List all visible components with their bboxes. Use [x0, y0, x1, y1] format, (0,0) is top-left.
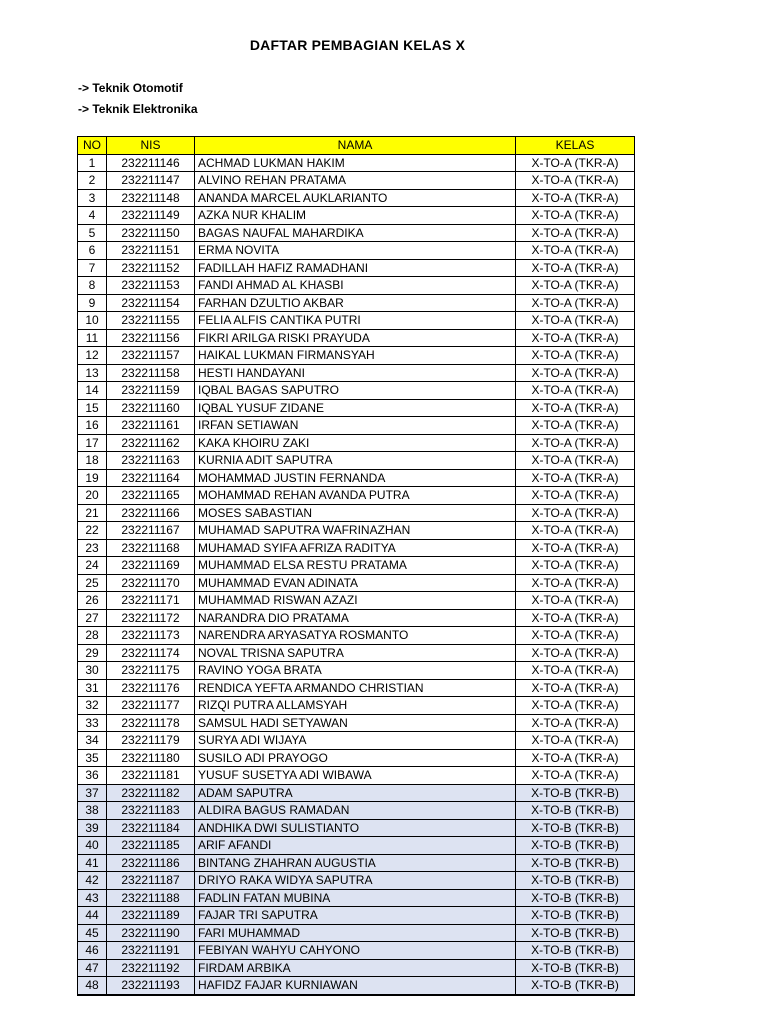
- cell-nis: 232211173: [107, 627, 195, 645]
- table-row: [78, 189, 635, 207]
- cell-nis: 232211150: [107, 224, 195, 242]
- cell-kelas: X-TO-A (TKR-A): [516, 732, 635, 750]
- cell-no: 45: [78, 924, 107, 942]
- cell-no: 15: [78, 399, 107, 417]
- table-body: [78, 154, 635, 995]
- cell-nama: MUHAMMAD EVAN ADINATA: [195, 574, 516, 592]
- table-row: [78, 872, 635, 890]
- cell-no: 12: [78, 347, 107, 365]
- table-row: [78, 837, 635, 855]
- cell-nis: 232211165: [107, 487, 195, 505]
- cell-nis: 232211166: [107, 504, 195, 522]
- table-row: [78, 504, 635, 522]
- cell-kelas: X-TO-B (TKR-B): [516, 924, 635, 942]
- table-row: [78, 294, 635, 312]
- cell-nama: ERMA NOVITA: [195, 242, 516, 260]
- cell-nis: 232211186: [107, 854, 195, 872]
- table-row: [78, 767, 635, 785]
- cell-no: 35: [78, 749, 107, 767]
- table-row: [78, 592, 635, 610]
- cell-nama: RENDICA YEFTA ARMANDO CHRISTIAN: [195, 679, 516, 697]
- table-row: [78, 469, 635, 487]
- table-row: [78, 434, 635, 452]
- cell-nama: HAIKAL LUKMAN FIRMANSYAH: [195, 347, 516, 365]
- table-row: [78, 819, 635, 837]
- cell-no: 24: [78, 557, 107, 575]
- cell-nama: SURYA ADI WIJAYA: [195, 732, 516, 750]
- cell-kelas: X-TO-A (TKR-A): [516, 592, 635, 610]
- cell-no: 14: [78, 382, 107, 400]
- cell-kelas: X-TO-B (TKR-B): [516, 819, 635, 837]
- cell-nama: MUHAMMAD RISWAN AZAZI: [195, 592, 516, 610]
- table-row: [78, 487, 635, 505]
- cell-no: 11: [78, 329, 107, 347]
- table-row: [78, 347, 635, 365]
- cell-nis: 232211159: [107, 382, 195, 400]
- cell-no: 47: [78, 959, 107, 977]
- cell-nis: 232211188: [107, 889, 195, 907]
- table-row: [78, 399, 635, 417]
- cell-nis: 232211177: [107, 697, 195, 715]
- cell-nis: 232211172: [107, 609, 195, 627]
- cell-nama: HAFIDZ FAJAR KURNIAWAN: [195, 977, 516, 995]
- table-row: [78, 539, 635, 557]
- cell-nis: 232211156: [107, 329, 195, 347]
- cell-no: 33: [78, 714, 107, 732]
- cell-nama: FANDI AHMAD AL KHASBI: [195, 277, 516, 295]
- cell-nis: 232211152: [107, 259, 195, 277]
- table-row: [78, 662, 635, 680]
- cell-kelas: X-TO-A (TKR-A): [516, 662, 635, 680]
- cell-kelas: X-TO-A (TKR-A): [516, 329, 635, 347]
- table-row: [78, 224, 635, 242]
- cell-nis: 232211185: [107, 837, 195, 855]
- cell-nis: 232211189: [107, 907, 195, 925]
- cell-kelas: X-TO-A (TKR-A): [516, 609, 635, 627]
- cell-kelas: X-TO-A (TKR-A): [516, 714, 635, 732]
- cell-kelas: X-TO-A (TKR-A): [516, 277, 635, 295]
- cell-nis: 232211187: [107, 872, 195, 890]
- cell-nama: DRIYO RAKA WIDYA SAPUTRA: [195, 872, 516, 890]
- table-row: [78, 749, 635, 767]
- cell-nis: 232211191: [107, 942, 195, 960]
- table-row: [78, 627, 635, 645]
- cell-no: 4: [78, 207, 107, 225]
- cell-nis: 232211178: [107, 714, 195, 732]
- cell-nama: FARI MUHAMMAD: [195, 924, 516, 942]
- table-row: [78, 977, 635, 995]
- cell-nis: 232211192: [107, 959, 195, 977]
- cell-nama: ANANDA MARCEL AUKLARIANTO: [195, 189, 516, 207]
- cell-no: 39: [78, 819, 107, 837]
- table-row: [78, 609, 635, 627]
- cell-nis: 232211155: [107, 312, 195, 330]
- cell-no: 31: [78, 679, 107, 697]
- cell-nis: 232211180: [107, 749, 195, 767]
- cell-nis: 232211176: [107, 679, 195, 697]
- table-row: [78, 277, 635, 295]
- table-row: [78, 697, 635, 715]
- cell-nis: 232211158: [107, 364, 195, 382]
- cell-kelas: X-TO-A (TKR-A): [516, 487, 635, 505]
- cell-nama: HESTI HANDAYANI: [195, 364, 516, 382]
- cell-no: 16: [78, 417, 107, 435]
- cell-kelas: X-TO-A (TKR-A): [516, 399, 635, 417]
- cell-nis: 232211163: [107, 452, 195, 470]
- header-nama: NAMA: [195, 137, 516, 155]
- cell-no: 34: [78, 732, 107, 750]
- cell-kelas: X-TO-A (TKR-A): [516, 364, 635, 382]
- cell-nis: 232211149: [107, 207, 195, 225]
- class-list-table: [77, 136, 635, 996]
- cell-kelas: X-TO-A (TKR-A): [516, 627, 635, 645]
- cell-nis: 232211169: [107, 557, 195, 575]
- cell-nis: 232211167: [107, 522, 195, 540]
- cell-kelas: X-TO-A (TKR-A): [516, 767, 635, 785]
- cell-kelas: X-TO-A (TKR-A): [516, 347, 635, 365]
- cell-no: 41: [78, 854, 107, 872]
- cell-nis: 232211154: [107, 294, 195, 312]
- cell-nis: 232211160: [107, 399, 195, 417]
- cell-nama: ANDHIKA DWI SULISTIANTO: [195, 819, 516, 837]
- cell-nis: 232211193: [107, 977, 195, 995]
- cell-nama: RIZQI PUTRA ALLAMSYAH: [195, 697, 516, 715]
- table-row: [78, 154, 635, 172]
- table-row: [78, 959, 635, 977]
- cell-no: 38: [78, 802, 107, 820]
- cell-kelas: X-TO-A (TKR-A): [516, 224, 635, 242]
- cell-kelas: X-TO-A (TKR-A): [516, 697, 635, 715]
- cell-nama: MUHAMMAD ELSA RESTU PRATAMA: [195, 557, 516, 575]
- cell-nama: ALDIRA BAGUS RAMADAN: [195, 802, 516, 820]
- cell-kelas: X-TO-A (TKR-A): [516, 574, 635, 592]
- cell-no: 13: [78, 364, 107, 382]
- cell-nis: 232211170: [107, 574, 195, 592]
- cell-nama: FIKRI ARILGA RISKI PRAYUDA: [195, 329, 516, 347]
- cell-no: 44: [78, 907, 107, 925]
- cell-no: 8: [78, 277, 107, 295]
- cell-nama: MOHAMMAD JUSTIN FERNANDA: [195, 469, 516, 487]
- table-row: [78, 889, 635, 907]
- cell-no: 20: [78, 487, 107, 505]
- cell-nama: BAGAS NAUFAL MAHARDIKA: [195, 224, 516, 242]
- cell-no: 36: [78, 767, 107, 785]
- cell-nis: 232211148: [107, 189, 195, 207]
- cell-no: 27: [78, 609, 107, 627]
- cell-nama: FAJAR TRI SAPUTRA: [195, 907, 516, 925]
- cell-nis: 232211147: [107, 172, 195, 190]
- cell-no: 9: [78, 294, 107, 312]
- cell-nama: NOVAL TRISNA SAPUTRA: [195, 644, 516, 662]
- table-row: [78, 452, 635, 470]
- cell-no: 7: [78, 259, 107, 277]
- cell-no: 28: [78, 627, 107, 645]
- cell-kelas: X-TO-B (TKR-B): [516, 977, 635, 995]
- cell-kelas: X-TO-A (TKR-A): [516, 242, 635, 260]
- cell-kelas: X-TO-A (TKR-A): [516, 749, 635, 767]
- cell-nis: 232211184: [107, 819, 195, 837]
- table-row: [78, 784, 635, 802]
- cell-nama: SAMSUL HADI SETYAWAN: [195, 714, 516, 732]
- cell-no: 48: [78, 977, 107, 995]
- cell-nama: ADAM SAPUTRA: [195, 784, 516, 802]
- cell-nis: 232211162: [107, 434, 195, 452]
- cell-no: 18: [78, 452, 107, 470]
- table-row: [78, 172, 635, 190]
- cell-kelas: X-TO-A (TKR-A): [516, 434, 635, 452]
- cell-no: 25: [78, 574, 107, 592]
- cell-kelas: X-TO-B (TKR-B): [516, 889, 635, 907]
- cell-kelas: X-TO-B (TKR-B): [516, 802, 635, 820]
- cell-kelas: X-TO-A (TKR-A): [516, 154, 635, 172]
- table-row: [78, 942, 635, 960]
- table-row: [78, 207, 635, 225]
- table-row: [78, 242, 635, 260]
- table-row: [78, 732, 635, 750]
- cell-kelas: X-TO-B (TKR-B): [516, 942, 635, 960]
- cell-kelas: X-TO-A (TKR-A): [516, 172, 635, 190]
- cell-no: 40: [78, 837, 107, 855]
- cell-kelas: X-TO-A (TKR-A): [516, 539, 635, 557]
- cell-nama: ACHMAD LUKMAN HAKIM: [195, 154, 516, 172]
- cell-no: 32: [78, 697, 107, 715]
- cell-nama: RAVINO YOGA BRATA: [195, 662, 516, 680]
- table-row: [78, 714, 635, 732]
- cell-kelas: X-TO-A (TKR-A): [516, 557, 635, 575]
- cell-nama: MUHAMAD SYIFA AFRIZA RADITYA: [195, 539, 516, 557]
- cell-nis: 232211182: [107, 784, 195, 802]
- cell-nama: YUSUF SUSETYA ADI WIBAWA: [195, 767, 516, 785]
- cell-kelas: X-TO-B (TKR-B): [516, 907, 635, 925]
- cell-nis: 232211164: [107, 469, 195, 487]
- cell-nama: FADILLAH HAFIZ RAMADHANI: [195, 259, 516, 277]
- cell-nama: FIRDAM ARBIKA: [195, 959, 516, 977]
- cell-nis: 232211181: [107, 767, 195, 785]
- cell-no: 46: [78, 942, 107, 960]
- cell-kelas: X-TO-A (TKR-A): [516, 417, 635, 435]
- cell-nama: NARANDRA DIO PRATAMA: [195, 609, 516, 627]
- cell-kelas: X-TO-A (TKR-A): [516, 259, 635, 277]
- table-row: [78, 574, 635, 592]
- cell-no: 2: [78, 172, 107, 190]
- subtitle-teknik-otomotif: -> Teknik Otomotif: [78, 81, 183, 95]
- cell-no: 22: [78, 522, 107, 540]
- table-row: [78, 679, 635, 697]
- cell-kelas: X-TO-B (TKR-B): [516, 854, 635, 872]
- table-row: [78, 907, 635, 925]
- cell-nama: ARIF AFANDI: [195, 837, 516, 855]
- table-row: [78, 417, 635, 435]
- cell-no: 17: [78, 434, 107, 452]
- cell-nis: 232211157: [107, 347, 195, 365]
- table-row: [78, 522, 635, 540]
- cell-nama: SUSILO ADI PRAYOGO: [195, 749, 516, 767]
- cell-nama: KURNIA ADIT SAPUTRA: [195, 452, 516, 470]
- cell-kelas: X-TO-A (TKR-A): [516, 522, 635, 540]
- cell-nama: MOSES SABASTIAN: [195, 504, 516, 522]
- cell-nis: 232211175: [107, 662, 195, 680]
- cell-no: 3: [78, 189, 107, 207]
- table-row: [78, 364, 635, 382]
- cell-kelas: X-TO-A (TKR-A): [516, 312, 635, 330]
- cell-kelas: X-TO-A (TKR-A): [516, 679, 635, 697]
- cell-nis: 232211161: [107, 417, 195, 435]
- cell-no: 37: [78, 784, 107, 802]
- cell-nama: KAKA KHOIRU ZAKI: [195, 434, 516, 452]
- subtitle-teknik-elektronika: -> Teknik Elektronika: [78, 102, 198, 116]
- cell-kelas: X-TO-B (TKR-B): [516, 784, 635, 802]
- cell-no: 23: [78, 539, 107, 557]
- cell-no: 21: [78, 504, 107, 522]
- cell-no: 43: [78, 889, 107, 907]
- cell-kelas: X-TO-A (TKR-A): [516, 189, 635, 207]
- cell-no: 26: [78, 592, 107, 610]
- cell-kelas: X-TO-A (TKR-A): [516, 504, 635, 522]
- cell-nis: 232211183: [107, 802, 195, 820]
- cell-no: 1: [78, 154, 107, 172]
- table-header-row: [78, 137, 635, 155]
- page-title: DAFTAR PEMBAGIAN KELAS X: [249, 37, 466, 53]
- cell-no: 19: [78, 469, 107, 487]
- table-row: [78, 802, 635, 820]
- cell-nis: 232211174: [107, 644, 195, 662]
- header-kelas: KELAS: [516, 137, 635, 155]
- cell-nama: MUHAMAD SAPUTRA WAFRINAZHAN: [195, 522, 516, 540]
- cell-kelas: X-TO-B (TKR-B): [516, 837, 635, 855]
- cell-nis: 232211153: [107, 277, 195, 295]
- cell-no: 29: [78, 644, 107, 662]
- cell-nama: AZKA NUR KHALIM: [195, 207, 516, 225]
- cell-nama: FELIA ALFIS CANTIKA PUTRI: [195, 312, 516, 330]
- cell-nama: FADLIN FATAN MUBINA: [195, 889, 516, 907]
- table-row: [78, 644, 635, 662]
- cell-kelas: X-TO-B (TKR-B): [516, 959, 635, 977]
- cell-kelas: X-TO-B (TKR-B): [516, 872, 635, 890]
- cell-nis: 232211171: [107, 592, 195, 610]
- cell-nama: IQBAL YUSUF ZIDANE: [195, 399, 516, 417]
- cell-nama: BINTANG ZHAHRAN AUGUSTIA: [195, 854, 516, 872]
- cell-no: 10: [78, 312, 107, 330]
- cell-nis: 232211190: [107, 924, 195, 942]
- cell-no: 5: [78, 224, 107, 242]
- table-row: [78, 329, 635, 347]
- header-nis: NIS: [107, 137, 195, 155]
- cell-nama: FEBIYAN WAHYU CAHYONO: [195, 942, 516, 960]
- cell-kelas: X-TO-A (TKR-A): [516, 382, 635, 400]
- cell-nama: ALVINO REHAN PRATAMA: [195, 172, 516, 190]
- cell-kelas: X-TO-A (TKR-A): [516, 207, 635, 225]
- table-row: [78, 312, 635, 330]
- cell-nama: MOHAMMAD REHAN AVANDA PUTRA: [195, 487, 516, 505]
- table-row: [78, 259, 635, 277]
- cell-no: 42: [78, 872, 107, 890]
- cell-nis: 232211151: [107, 242, 195, 260]
- cell-kelas: X-TO-A (TKR-A): [516, 294, 635, 312]
- table-row: [78, 854, 635, 872]
- cell-no: 30: [78, 662, 107, 680]
- cell-nis: 232211179: [107, 732, 195, 750]
- cell-nama: IRFAN SETIAWAN: [195, 417, 516, 435]
- cell-nis: 232211146: [107, 154, 195, 172]
- cell-nama: NARENDRA ARYASATYA ROSMANTO: [195, 627, 516, 645]
- cell-nama: IQBAL BAGAS SAPUTRO: [195, 382, 516, 400]
- cell-kelas: X-TO-A (TKR-A): [516, 644, 635, 662]
- table-row: [78, 557, 635, 575]
- cell-no: 6: [78, 242, 107, 260]
- cell-nama: FARHAN DZULTIO AKBAR: [195, 294, 516, 312]
- table-row: [78, 382, 635, 400]
- cell-kelas: X-TO-A (TKR-A): [516, 452, 635, 470]
- header-no: NO: [78, 137, 107, 155]
- table-row: [78, 924, 635, 942]
- cell-kelas: X-TO-A (TKR-A): [516, 469, 635, 487]
- cell-nis: 232211168: [107, 539, 195, 557]
